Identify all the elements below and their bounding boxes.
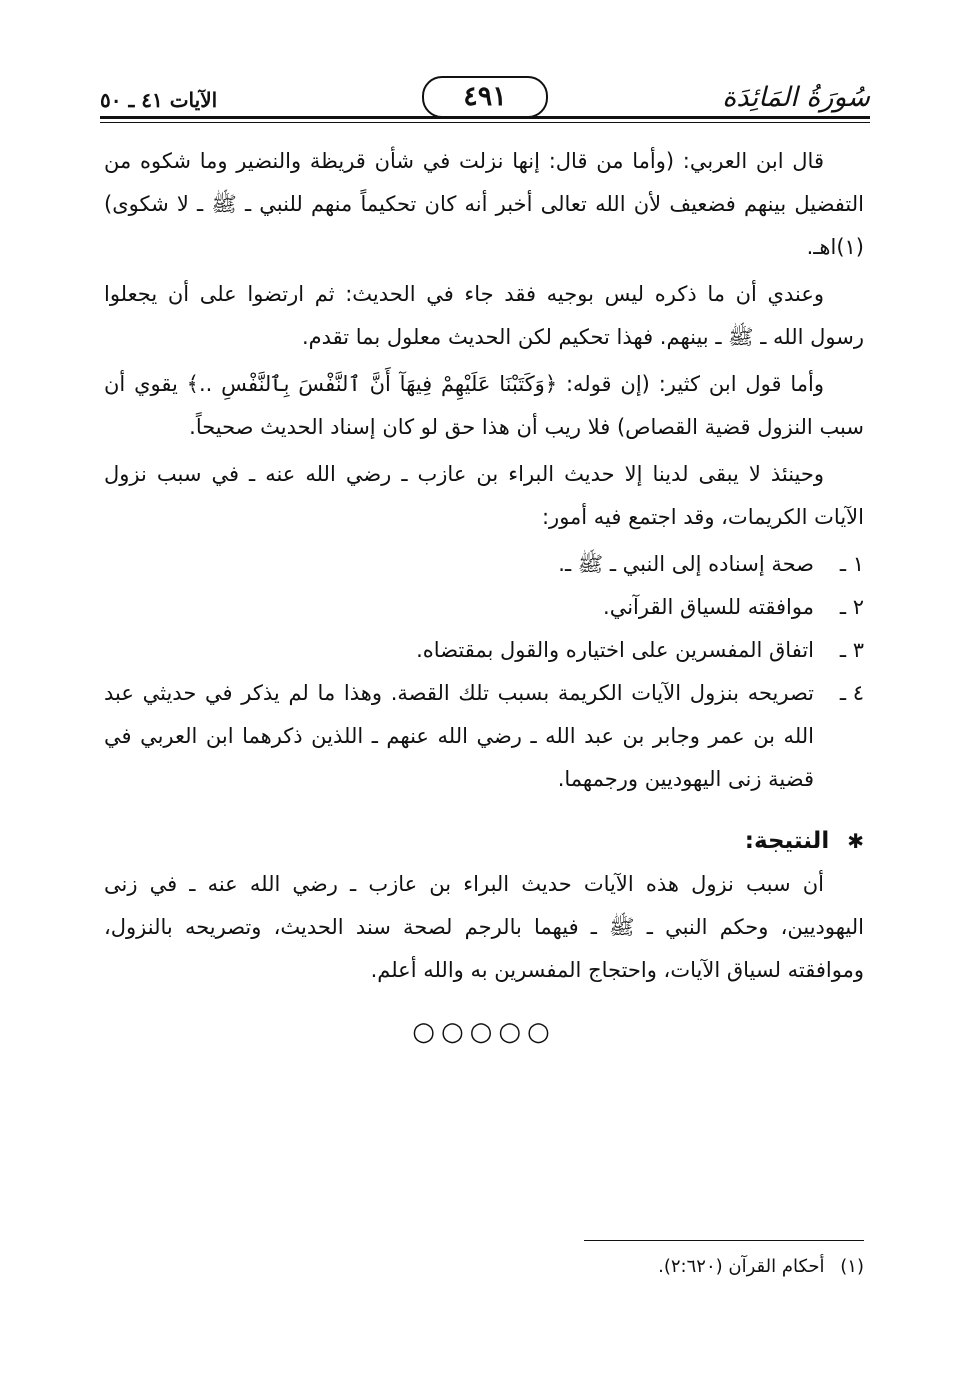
section-heading-text: النتيجة: (744, 828, 830, 854)
list-item-number: ٢ ـ (839, 595, 864, 619)
list-item-number: ١ ـ (839, 552, 864, 576)
star-icon: ✱ (847, 829, 864, 853)
list-item-text: تصريحه بنزول الآيات الكريمة بسبب تلك القصة. وهذا ما لم يذكر في حديثي عبد الله بن عمر وجابر بن عبد الله ـ رضي الله عنهم ـ اللذين ذكرهما ابن العربي في قضية زنى اليهوديين ورجمهما. (104, 681, 814, 791)
footnote-mark: (١) (840, 1256, 864, 1277)
page-number: ٤٩١ (422, 76, 548, 118)
verses-range: الآيات ٤١ ـ ٥٠ (100, 88, 218, 112)
list-item (104, 672, 864, 801)
paragraph-ibn-kathir: وأما قول ابن كثير: (إن قوله: ﴿وَكَتَبْنَا عَلَيْهِمْ فِيهَآ أَنَّ ٱلنَّفْسَ بِٱلنَّفْسِ ..﴾ يقوي أن سبب النزول قضية القصاص) فلا ريب أن هذا حق لو كان إسناد الحديث صحيحاً. (104, 372, 864, 439)
list-item (104, 629, 864, 672)
reasons-list (104, 543, 864, 801)
paragraph-ibn-arabi: قال ابن العربي: (وأما من قال: إنها نزلت في شأن قريظة والنضير وما شكوه من التفضيل بينهم فضعيف لأن الله تعالى أخبر أنه كان تحكيماً منهم للنبي ـ ﷺ ـ لا شكوى)(١)اهـ. (104, 149, 864, 259)
footnote (164, 1252, 864, 1282)
list-item (104, 543, 864, 586)
list-item (104, 586, 864, 629)
header-divider-thick (100, 116, 870, 119)
footnote-text: أحكام القرآن (٢:٦٢٠). (658, 1256, 825, 1277)
list-item-text: صحة إسناده إلى النبي ـ ﷺ ـ. (558, 552, 814, 576)
header-divider-thin (100, 122, 870, 123)
section-divider-circles: ○○○○○ (412, 1017, 556, 1047)
paragraph-author-opinion: وعندي أن ما ذكره ليس بوجيه فقد جاء في الحديث: ثم ارتضوا على أن يجعلوا رسول الله ـ ﷺ ـ بينهم. فهذا تحكيم لكن الحديث معلول بما تقدم. (104, 282, 864, 349)
surah-title: سُورَةُ المَائِدَة (722, 82, 870, 113)
section-heading-result (104, 819, 864, 863)
paragraph-result: أن سبب نزول هذه الآيات حديث البراء بن عازب ـ رضي الله عنه ـ في زنى اليهوديين، وحكم النبي ـ ﷺ ـ فيهما بالرجم لصحة سند الحديث، وتصريحه بالنزول، وموافقته لسياق الآيات، واحتجاج المفسرين به والله أعلم. (104, 872, 864, 982)
list-item-number: ٤ ـ (839, 681, 864, 705)
paragraph-bara-hadith: وحينئذ لا يبقى لدينا إلا حديث البراء بن عازب ـ رضي الله عنه ـ في سبب نزول الآيات الكريمات، وقد اجتمع فيه أمور: (104, 462, 864, 529)
footnote-divider (584, 1240, 864, 1241)
main-text (104, 140, 864, 1052)
page-header (100, 80, 870, 120)
list-item-number: ٣ ـ (839, 638, 864, 662)
list-item-text: اتفاق المفسرين على اختياره والقول بمقتضاه. (416, 638, 814, 662)
list-item-text: موافقته للسياق القرآني. (603, 595, 814, 619)
